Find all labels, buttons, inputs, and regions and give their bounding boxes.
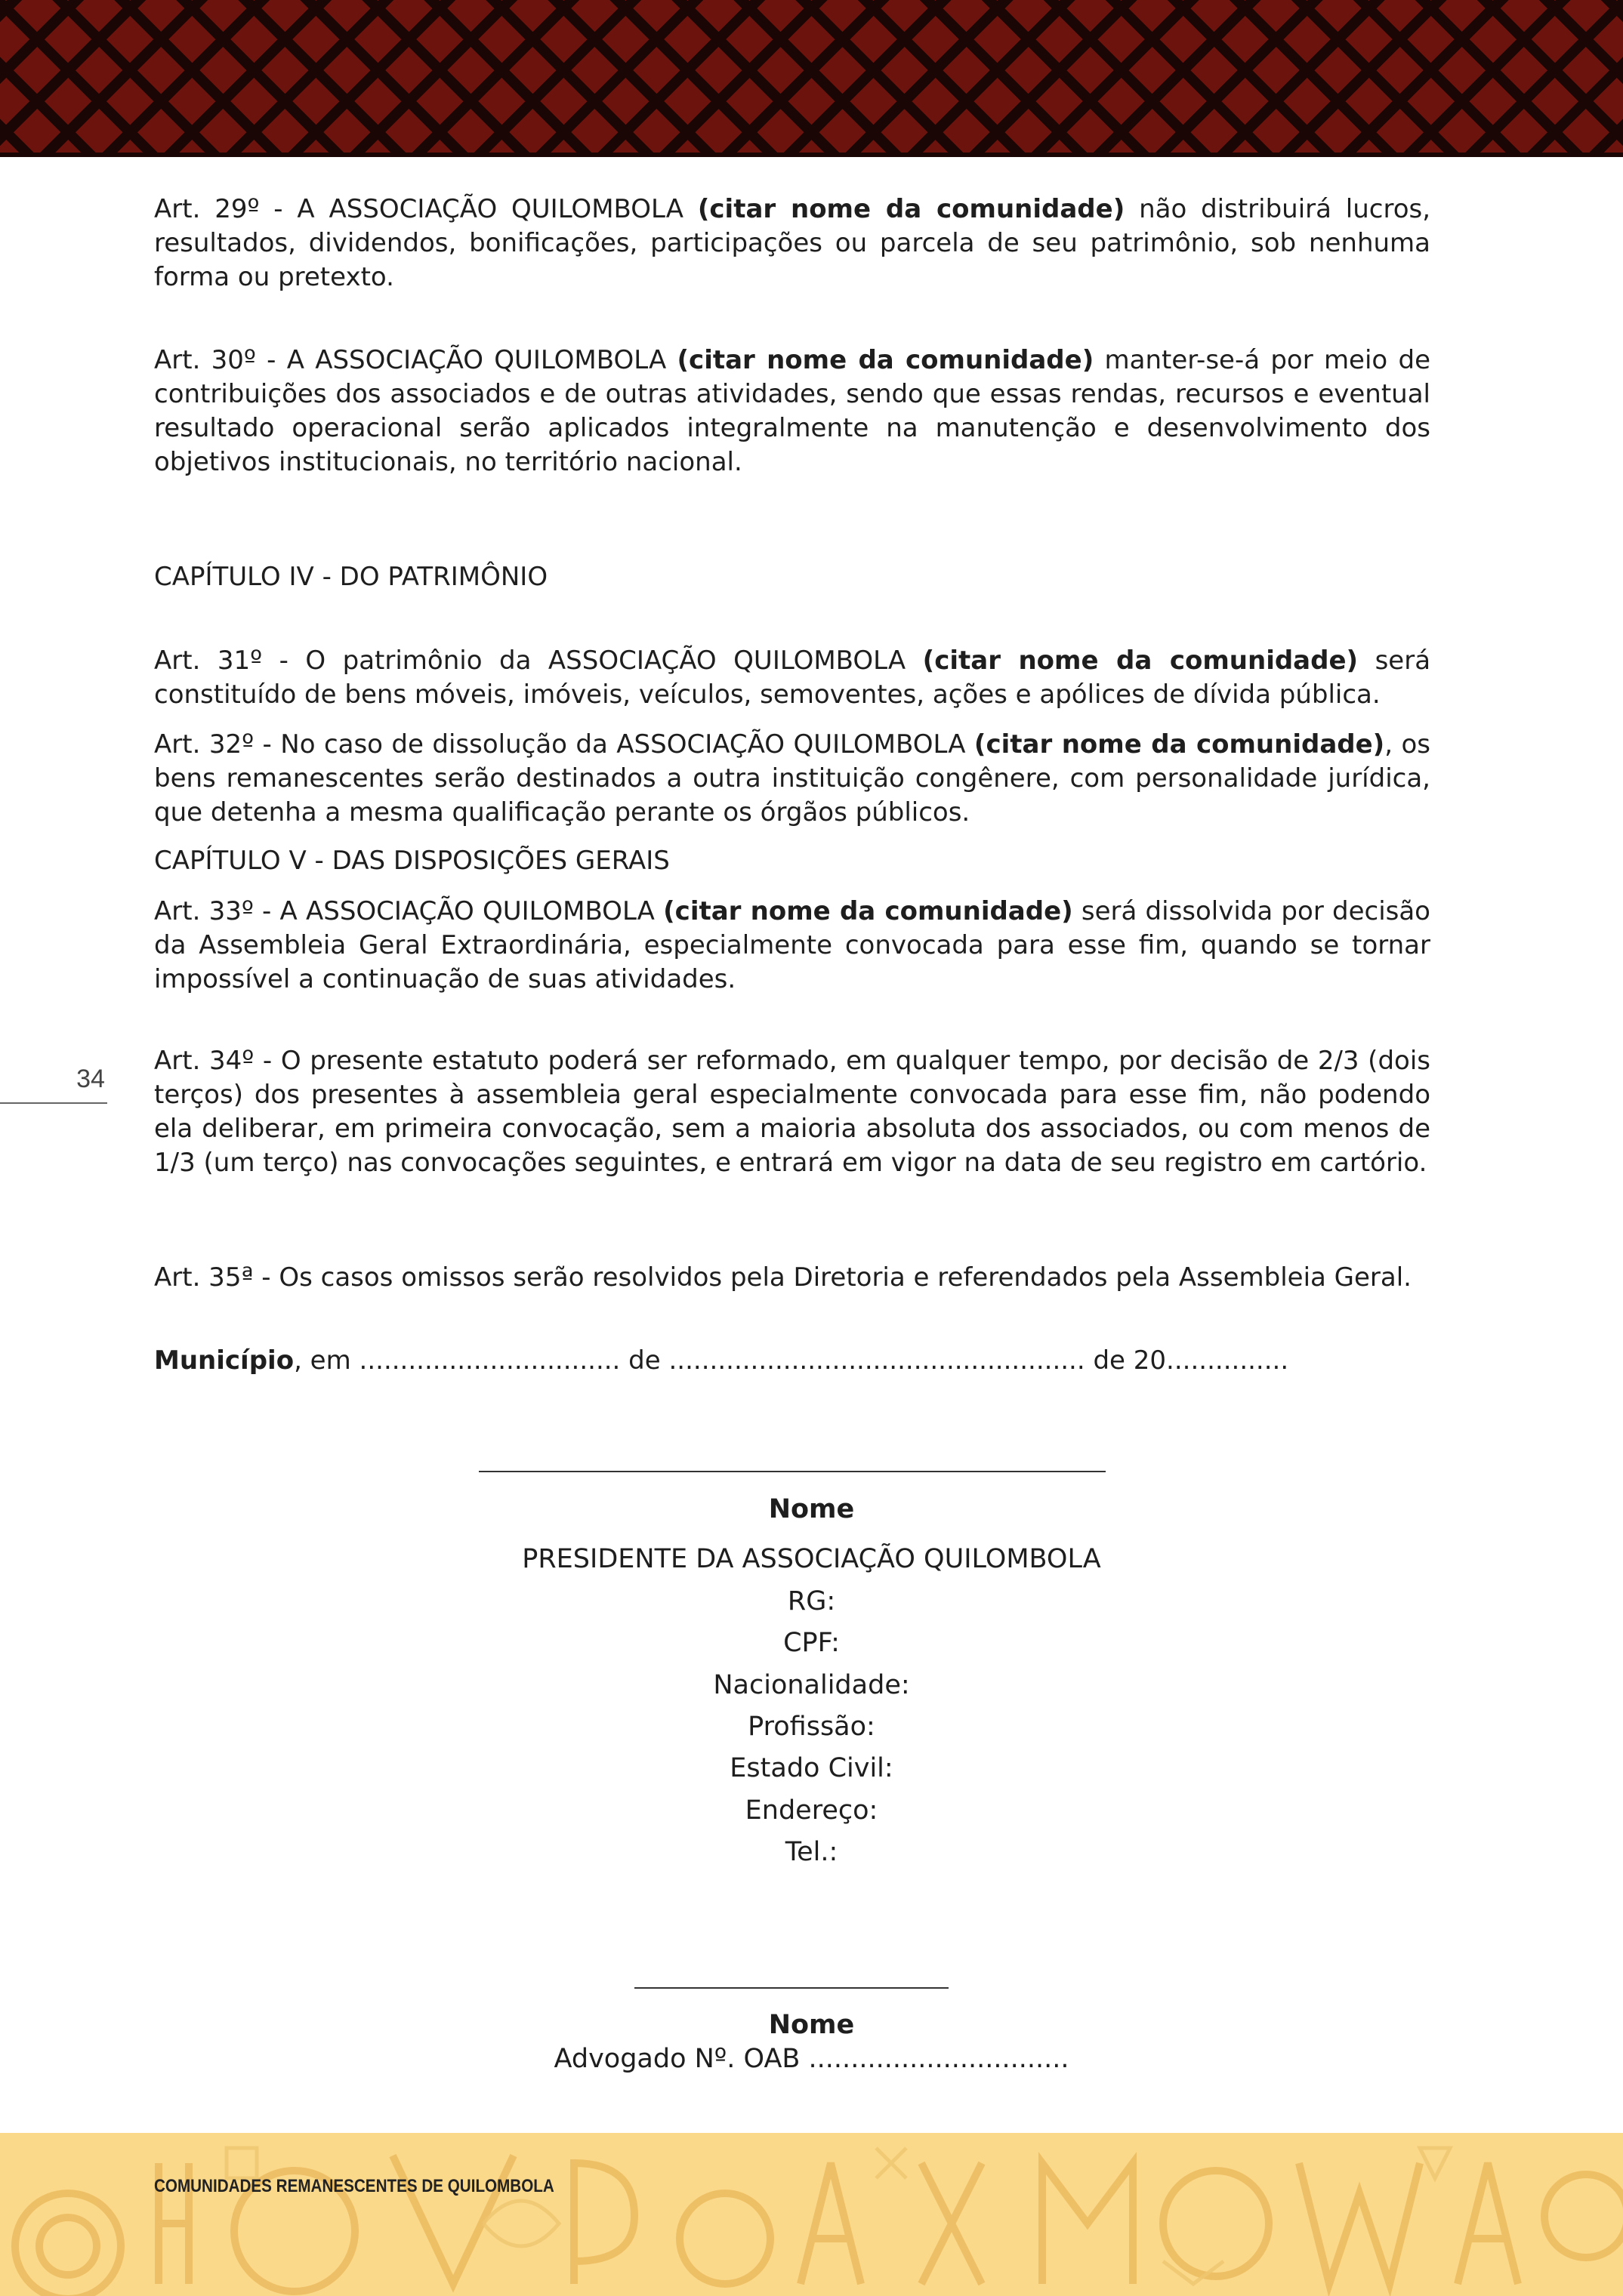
article-34: Art. 34º - O presente estatuto poderá ser reformado, em qualquer tempo, por decisão de 2/3 (dois terços) dos presentes à assembleia geral especialmente convocada para esse fim, não podendo ela deliberar, em primeira convocação, sem a maioria absoluta dos associados, ou com menos de 1/3 (um terço) nas convocações seguintes, e entrará em vigor na data de seu registro em cartório. <box>154 1046 1430 1178</box>
place-date-line <box>154 1344 1430 1378</box>
president-tel: Tel.: <box>785 1837 838 1867</box>
chapter-5-heading: CAPÍTULO V - DAS DISPOSIÇÕES GERAIS <box>154 846 670 876</box>
president-rg: RG: <box>787 1586 836 1616</box>
art30-tail: manter-se-á por meio de contribuições dos associados e de outras atividades, sendo que essas rendas, recursos e eventual resultado operacional serão aplicados integralmente na manutenção e desenvolvimento dos objetivos institucionais, no território nacional. <box>154 345 1430 477</box>
article-32 <box>154 728 1430 830</box>
president-name: Nome <box>768 1494 855 1524</box>
header-pattern-banner <box>0 0 1623 157</box>
president-nacionalidade: Nacionalidade: <box>713 1670 910 1700</box>
art30-lead: Art. 30º - A ASSOCIAÇÃO QUILOMBOLA <box>154 345 667 375</box>
art29-lead: Art. 29º - A ASSOCIAÇÃO QUILOMBOLA <box>154 194 684 224</box>
page-number-rule <box>0 1102 107 1104</box>
article-29 <box>154 193 1430 294</box>
municipio-label: Município <box>154 1345 295 1376</box>
article-30 <box>154 344 1430 479</box>
footer-title: COMUNIDADES REMANESCENTES DE QUILOMBOLA <box>154 2176 554 2196</box>
president-endereco: Endereço: <box>745 1795 878 1826</box>
page-number: 34 <box>76 1065 105 1093</box>
art33-placeholder: (citar nome da comunidade) <box>663 896 1073 926</box>
lawyer-signature-line <box>634 1987 949 1989</box>
art32-placeholder: (citar nome da comunidade) <box>973 729 1385 760</box>
article-33 <box>154 895 1430 997</box>
art33-lead: Art. 33º - A ASSOCIAÇÃO QUILOMBOLA <box>154 896 655 926</box>
art30-placeholder: (citar nome da comunidade) <box>677 345 1094 375</box>
president-title: PRESIDENTE DA ASSOCIAÇÃO QUILOMBOLA <box>522 1544 1101 1574</box>
president-profissao: Profissão: <box>748 1712 875 1742</box>
footer-pattern-banner <box>0 2133 1623 2296</box>
lawyer-name: Nome <box>768 2010 855 2040</box>
place-date-blanks: , em ................................ de ................................................... de 20............... <box>294 1345 1289 1376</box>
art29-placeholder: (citar nome da comunidade) <box>697 194 1125 224</box>
art33-tail: será dissolvida por decisão da Assembleia Geral Extraordinária, especialmente convocada para esse fim, quando se tornar impossível a continuação de suas atividades. <box>154 896 1430 994</box>
article-31 <box>154 644 1430 712</box>
art31-lead: Art. 31º - O patrimônio da ASSOCIAÇÃO QUILOMBOLA <box>154 646 906 676</box>
art32-tail: , os bens remanescentes serão destinados a outra instituição congênere, com personalidade jurídica, que detenha a mesma qualificação perante os órgãos públicos. <box>154 729 1430 827</box>
footer-glyph-decoration <box>0 2133 1623 2296</box>
lawyer-oab: Advogado Nº. OAB ............................... <box>554 2044 1069 2074</box>
chapter-4-heading: CAPÍTULO IV - DO PATRIMÔNIO <box>154 562 548 592</box>
art32-lead: Art. 32º - No caso de dissolução da ASSOCIAÇÃO QUILOMBOLA <box>154 729 966 760</box>
article-35: Art. 35ª - Os casos omissos serão resolvidos pela Diretoria e referendados pela Assembleia Geral. <box>154 1262 1412 1293</box>
president-signature-line <box>479 1471 1106 1472</box>
president-estado-civil: Estado Civil: <box>730 1753 893 1783</box>
art29-tail: não distribuirá lucros, resultados, dividendos, bonificações, participações ou parcela de seu patrimônio, sob nenhuma forma ou pretexto. <box>154 194 1431 292</box>
art31-tail: será constituído de bens móveis, imóveis, veículos, semoventes, ações e apólices de dívida pública. <box>154 646 1431 710</box>
art31-placeholder: (citar nome da comunidade) <box>922 646 1359 676</box>
president-cpf: CPF: <box>783 1628 840 1658</box>
